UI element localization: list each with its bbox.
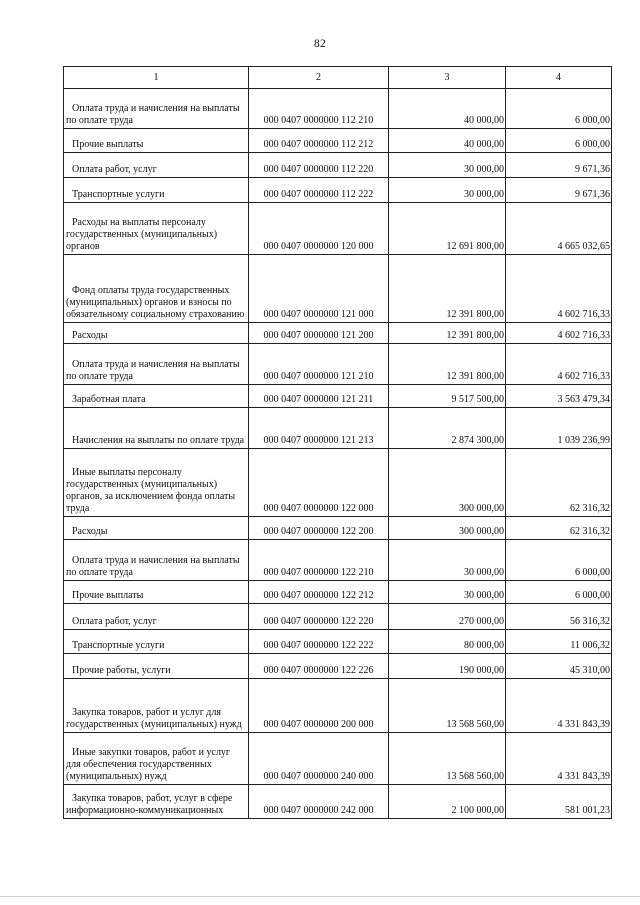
row-name-cell <box>64 630 249 654</box>
row-name-cell <box>64 679 249 733</box>
row-name-cell <box>64 540 249 581</box>
row-name-cell <box>64 785 249 819</box>
row-code: 000 0407 0000000 122 226 <box>249 654 389 679</box>
row-actual-amount: 6 000,00 <box>506 89 612 129</box>
row-actual-amount: 62 316,32 <box>506 449 612 517</box>
row-plan-amount: 80 000,00 <box>389 630 506 654</box>
row-plan-amount: 13 568 560,00 <box>389 733 506 785</box>
row-plan-amount: 12 391 800,00 <box>389 323 506 344</box>
row-name: Оплата труда и начисления на выплаты по оплате труда <box>66 359 240 382</box>
row-actual-amount: 4 331 843,39 <box>506 679 612 733</box>
row-name-cell <box>64 654 249 679</box>
table-row <box>64 733 612 785</box>
row-code: 000 0407 0000000 121 211 <box>249 385 389 408</box>
row-code: 000 0407 0000000 120 000 <box>249 203 389 255</box>
table-row <box>64 323 612 344</box>
row-plan-amount: 12 391 800,00 <box>389 344 506 385</box>
row-name: Транспортные услуги <box>72 189 165 200</box>
row-code: 000 0407 0000000 122 200 <box>249 517 389 540</box>
row-plan-amount: 9 517 500,00 <box>389 385 506 408</box>
row-name: Прочие выплаты <box>72 590 144 601</box>
row-name-cell <box>64 153 249 178</box>
row-name-cell <box>64 178 249 203</box>
row-name: Расходы <box>72 330 108 341</box>
row-plan-amount: 12 391 800,00 <box>389 255 506 323</box>
row-plan-amount: 12 691 800,00 <box>389 203 506 255</box>
row-name-cell <box>64 581 249 604</box>
column-header-4: 4 <box>506 67 612 89</box>
row-code: 000 0407 0000000 122 000 <box>249 449 389 517</box>
row-name-cell <box>64 408 249 449</box>
row-name-cell <box>64 733 249 785</box>
row-actual-amount: 4 602 716,33 <box>506 323 612 344</box>
table-row <box>64 153 612 178</box>
row-actual-amount: 9 671,36 <box>506 153 612 178</box>
row-name-cell <box>64 449 249 517</box>
row-name: Оплата работ, услуг <box>72 164 157 175</box>
row-actual-amount: 6 000,00 <box>506 129 612 153</box>
row-name: Расходы на выплаты персоналу государственных (муниципальных) органов <box>66 217 218 252</box>
row-name-cell <box>64 129 249 153</box>
row-code: 000 0407 0000000 112 222 <box>249 178 389 203</box>
page-bottom-rule <box>0 896 640 897</box>
table-row <box>64 129 612 153</box>
row-name-cell <box>64 203 249 255</box>
row-plan-amount: 30 000,00 <box>389 581 506 604</box>
row-code: 000 0407 0000000 122 222 <box>249 630 389 654</box>
table-row <box>64 517 612 540</box>
row-name: Иные закупки товаров, работ и услуг для обеспечения государственных (муниципальных) нужд <box>66 747 231 782</box>
row-name-cell <box>64 517 249 540</box>
table-row <box>64 654 612 679</box>
row-plan-amount: 2 100 000,00 <box>389 785 506 819</box>
row-plan-amount: 300 000,00 <box>389 449 506 517</box>
row-name: Оплата труда и начисления на выплаты по оплате труда <box>66 555 240 578</box>
row-name-cell <box>64 255 249 323</box>
row-code: 000 0407 0000000 200 000 <box>249 679 389 733</box>
header-row <box>64 67 612 89</box>
row-actual-amount: 11 006,32 <box>506 630 612 654</box>
row-code: 000 0407 0000000 122 220 <box>249 604 389 630</box>
row-name: Прочие выплаты <box>72 139 144 150</box>
table-row <box>64 604 612 630</box>
table-row <box>64 344 612 385</box>
row-actual-amount: 1 039 236,99 <box>506 408 612 449</box>
column-header-1: 1 <box>64 67 249 89</box>
row-plan-amount: 300 000,00 <box>389 517 506 540</box>
row-name: Закупка товаров, работ, услуг в сфере информационно-коммуникационных <box>66 793 233 816</box>
row-plan-amount: 40 000,00 <box>389 89 506 129</box>
row-name: Иные выплаты персоналу государственных (муниципальных) органов, за исключением фонда оплаты труда <box>66 467 236 514</box>
row-actual-amount: 4 602 716,33 <box>506 344 612 385</box>
row-code: 000 0407 0000000 121 213 <box>249 408 389 449</box>
row-plan-amount: 190 000,00 <box>389 654 506 679</box>
column-header-3: 3 <box>389 67 506 89</box>
row-code: 000 0407 0000000 112 212 <box>249 129 389 153</box>
table-row <box>64 385 612 408</box>
row-actual-amount: 4 665 032,65 <box>506 203 612 255</box>
row-name: Транспортные услуги <box>72 640 165 651</box>
row-actual-amount: 6 000,00 <box>506 581 612 604</box>
row-code: 000 0407 0000000 121 000 <box>249 255 389 323</box>
row-code: 000 0407 0000000 242 000 <box>249 785 389 819</box>
row-plan-amount: 40 000,00 <box>389 129 506 153</box>
row-code: 000 0407 0000000 121 200 <box>249 323 389 344</box>
table-row <box>64 178 612 203</box>
row-code: 000 0407 0000000 122 212 <box>249 581 389 604</box>
row-name: Расходы <box>72 526 108 537</box>
table-row <box>64 449 612 517</box>
row-name: Фонд оплаты труда государственных (муниципальных) органов и взносы по обязательному социальному страхованию <box>66 285 245 320</box>
row-code: 000 0407 0000000 112 220 <box>249 153 389 178</box>
row-plan-amount: 30 000,00 <box>389 540 506 581</box>
page-number: 82 <box>313 38 327 50</box>
row-actual-amount: 56 316,32 <box>506 604 612 630</box>
table-row <box>64 581 612 604</box>
row-name: Оплата труда и начисления на выплаты по оплате труда <box>66 103 240 126</box>
row-plan-amount: 2 874 300,00 <box>389 408 506 449</box>
row-code: 000 0407 0000000 240 000 <box>249 733 389 785</box>
row-actual-amount: 3 563 479,34 <box>506 385 612 408</box>
budget-table <box>63 66 612 819</box>
row-name-cell <box>64 604 249 630</box>
table-header <box>64 67 612 89</box>
row-code: 000 0407 0000000 122 210 <box>249 540 389 581</box>
table-row <box>64 203 612 255</box>
row-name: Оплата работ, услуг <box>72 616 157 627</box>
row-code: 000 0407 0000000 112 210 <box>249 89 389 129</box>
table-row <box>64 89 612 129</box>
row-name: Заработная плата <box>72 394 146 405</box>
table-row <box>64 255 612 323</box>
row-plan-amount: 30 000,00 <box>389 153 506 178</box>
row-name: Закупка товаров, работ и услуг для государственных (муниципальных) нужд <box>66 707 242 730</box>
row-actual-amount: 62 316,32 <box>506 517 612 540</box>
row-name-cell <box>64 385 249 408</box>
row-actual-amount: 581 001,23 <box>506 785 612 819</box>
column-header-2: 2 <box>249 67 389 89</box>
row-plan-amount: 270 000,00 <box>389 604 506 630</box>
table-row <box>64 679 612 733</box>
table-row <box>64 540 612 581</box>
row-actual-amount: 4 331 843,39 <box>506 733 612 785</box>
table-row <box>64 785 612 819</box>
row-plan-amount: 30 000,00 <box>389 178 506 203</box>
row-name-cell <box>64 89 249 129</box>
row-name-cell <box>64 344 249 385</box>
row-name: Прочие работы, услуги <box>72 665 171 676</box>
row-name-cell <box>64 323 249 344</box>
table-row <box>64 408 612 449</box>
row-actual-amount: 4 602 716,33 <box>506 255 612 323</box>
row-plan-amount: 13 568 560,00 <box>389 679 506 733</box>
table-body <box>64 89 612 819</box>
row-actual-amount: 6 000,00 <box>506 540 612 581</box>
row-code: 000 0407 0000000 121 210 <box>249 344 389 385</box>
row-actual-amount: 45 310,00 <box>506 654 612 679</box>
row-actual-amount: 9 671,36 <box>506 178 612 203</box>
table-row <box>64 630 612 654</box>
row-name: Начисления на выплаты по оплате труда <box>72 435 245 446</box>
